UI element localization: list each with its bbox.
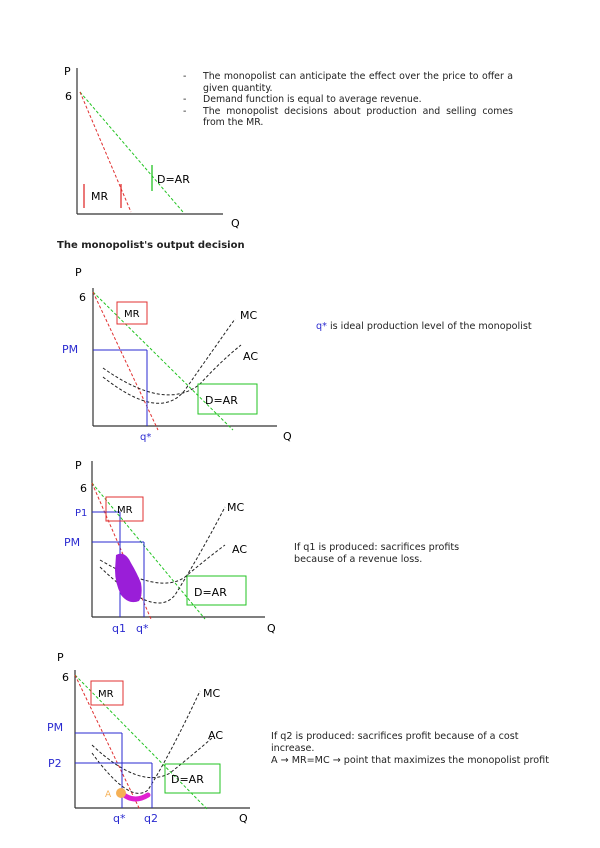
svg-text:D=AR: D=AR xyxy=(194,586,227,599)
cost-increase-area xyxy=(124,795,148,799)
svg-text:MC: MC xyxy=(240,309,258,322)
svg-text:Q: Q xyxy=(267,622,276,635)
svg-text:MR: MR xyxy=(98,689,114,700)
svg-text:AC: AC xyxy=(232,543,248,556)
svg-text:P2: P2 xyxy=(48,757,62,770)
svg-text:PM: PM xyxy=(62,343,79,356)
svg-text:6: 6 xyxy=(79,291,86,304)
svg-text:MC: MC xyxy=(227,501,245,514)
bullet-item: - Demand function is equal to average revenue. xyxy=(183,94,422,105)
svg-text:P1: P1 xyxy=(75,508,88,519)
svg-text:q*: q* xyxy=(140,432,152,443)
svg-text:PM: PM xyxy=(64,536,81,549)
svg-text:Q: Q xyxy=(283,430,292,443)
svg-text:P: P xyxy=(75,459,82,472)
svg-text:D=AR: D=AR xyxy=(171,773,204,786)
svg-text:P: P xyxy=(75,266,82,279)
svg-text:A: A xyxy=(105,790,112,800)
section-heading: The monopolist's output decision xyxy=(57,240,245,251)
svg-text:D=AR: D=AR xyxy=(157,173,190,186)
svg-text:Q: Q xyxy=(239,812,248,825)
svg-text:Q: Q xyxy=(231,217,240,230)
svg-text:6: 6 xyxy=(80,482,87,495)
graph-demand-mr xyxy=(55,62,255,232)
svg-text:6: 6 xyxy=(65,90,72,103)
svg-text:AC: AC xyxy=(243,350,259,363)
note-q1: If q1 is produced: sacrifices profits because of a revenue loss. xyxy=(294,542,460,565)
svg-text:q*: q* xyxy=(113,812,126,825)
svg-text:P: P xyxy=(57,651,64,664)
graph-q1-revenue-loss xyxy=(55,455,295,640)
svg-text:MR: MR xyxy=(117,505,133,516)
graph-output-decision xyxy=(55,262,305,447)
point-a-marker xyxy=(116,788,126,798)
revenue-loss-area xyxy=(115,554,142,603)
svg-text:AC: AC xyxy=(208,729,224,742)
svg-text:q2: q2 xyxy=(144,812,158,825)
svg-text:P: P xyxy=(64,65,71,78)
svg-text:q*: q* xyxy=(136,622,149,635)
svg-text:6: 6 xyxy=(62,671,69,684)
svg-text:PM: PM xyxy=(47,721,64,734)
svg-text:MR: MR xyxy=(124,309,140,320)
note-qstar: q* is ideal production level of the monopolist xyxy=(316,321,532,332)
note-q2: If q2 is produced: sacrifices profit because of a cost increase. A → MR=MC → point that maximizes the monopolist profit xyxy=(271,731,549,766)
bullet-item: - The monopolist decisions about production and selling comes from the MR. xyxy=(183,105,513,128)
svg-text:MR: MR xyxy=(91,190,109,203)
graph-q2-cost-increase xyxy=(30,645,270,830)
bullet-item: - The monopolist can anticipate the effect over the price to offer a given quantity. xyxy=(183,71,513,94)
svg-text:MC: MC xyxy=(203,687,221,700)
svg-text:q1: q1 xyxy=(112,622,126,635)
svg-text:D=AR: D=AR xyxy=(205,394,238,407)
